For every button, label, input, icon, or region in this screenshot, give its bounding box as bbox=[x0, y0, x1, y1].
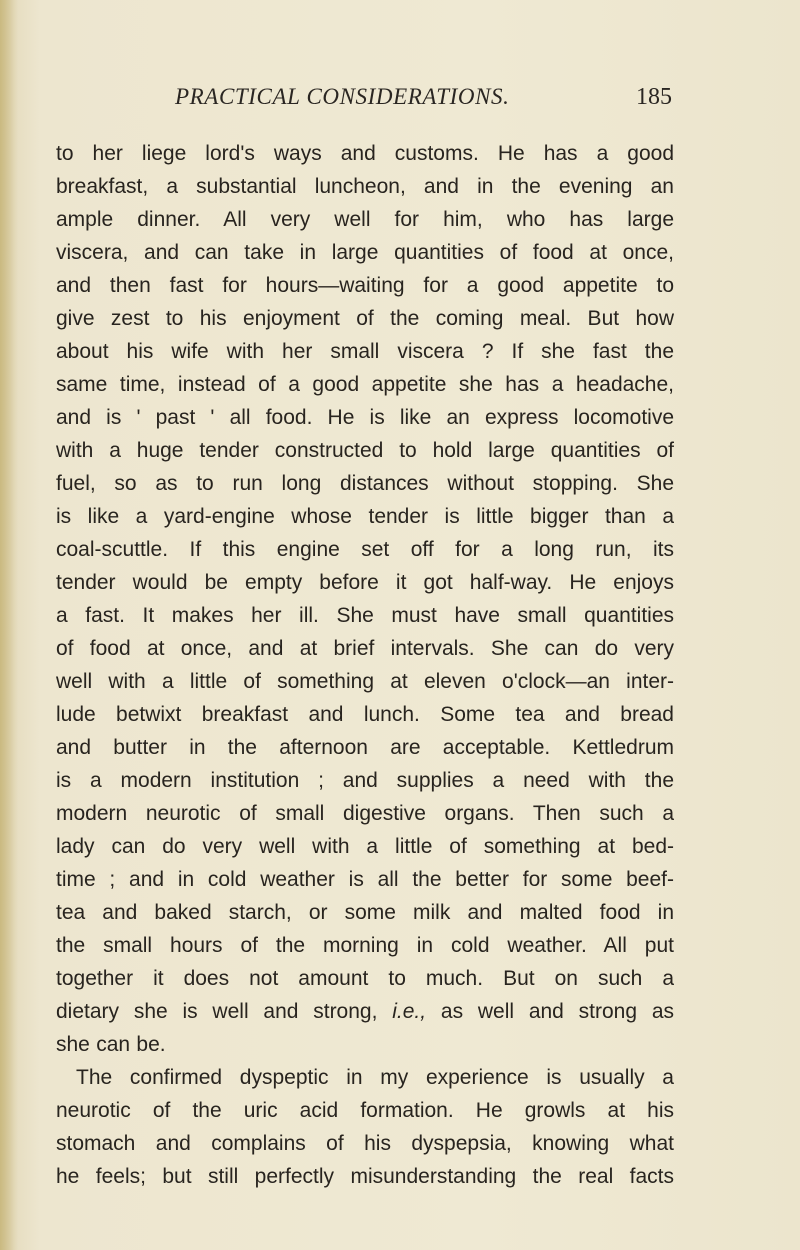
text-line: and is ' past ' all food. He is like an express locomotive bbox=[56, 406, 674, 429]
text-line: and butter in the afternoon are acceptable. Kettledrum bbox=[56, 736, 674, 759]
text-line: he feels; but still perfectly misunderstanding the real facts bbox=[56, 1165, 674, 1188]
text-line: tea and baked starch, or some milk and malted food in bbox=[56, 901, 674, 924]
text-line: coal-scuttle. If this engine set off for a long run, its bbox=[56, 538, 674, 561]
text-line: is like a yard-engine whose tender is little bigger than a bbox=[56, 505, 674, 528]
text-line: modern neurotic of small digestive organs. Then such a bbox=[56, 802, 674, 825]
text-line: well with a little of something at eleven o'clock—an inter- bbox=[56, 670, 674, 693]
page-number: 185 bbox=[636, 84, 672, 110]
text-line: together it does not amount to much. But on such a bbox=[56, 967, 674, 990]
text-line: lude betwixt breakfast and lunch. Some tea and bread bbox=[56, 703, 674, 726]
body-text bbox=[56, 137, 674, 1193]
text-line: the small hours of the morning in cold weather. All put bbox=[56, 934, 674, 957]
text-line: same time, instead of a good appetite she has a headache, bbox=[56, 373, 674, 396]
text-line: about his wife with her small viscera ? If she fast the bbox=[56, 340, 674, 363]
text-line: of food at once, and at brief intervals. She can do very bbox=[56, 637, 674, 660]
text-line: ample dinner. All very well for him, who has large bbox=[56, 208, 674, 231]
paragraph-end-line: she can be. bbox=[56, 1033, 166, 1056]
page-gutter-shadow bbox=[0, 0, 18, 1250]
running-header bbox=[60, 84, 672, 120]
text-line: give zest to his enjoyment of the coming meal. But how bbox=[56, 307, 674, 330]
text-line: with a huge tender constructed to hold large quantities of bbox=[56, 439, 674, 462]
text-line: breakfast, a substantial luncheon, and in the evening an bbox=[56, 175, 674, 198]
text-line: a fast. It makes her ill. She must have small quantities bbox=[56, 604, 674, 627]
text-line: and then fast for hours—waiting for a good appetite to bbox=[56, 274, 674, 297]
text-line: neurotic of the uric acid formation. He growls at his bbox=[56, 1099, 674, 1122]
text-line: time ; and in cold weather is all the better for some beef- bbox=[56, 868, 674, 891]
running-head-title: PRACTICAL CONSIDERATIONS. bbox=[175, 84, 510, 109]
text-line: viscera, and can take in large quantities of food at once, bbox=[56, 241, 674, 264]
text-line: dietary she is well and strong, i.e., as well and strong as bbox=[56, 1000, 674, 1023]
text-line: tender would be empty before it got half-way. He enjoys bbox=[56, 571, 674, 594]
text-line: to her liege lord's ways and customs. He has a good bbox=[56, 142, 674, 165]
paragraph-start-line: The confirmed dyspeptic in my experience is usually a bbox=[76, 1066, 674, 1089]
text-line: is a modern institution ; and supplies a need with the bbox=[56, 769, 674, 792]
text-line: fuel, so as to run long distances without stopping. She bbox=[56, 472, 674, 495]
text-line: lady can do very well with a little of something at bed- bbox=[56, 835, 674, 858]
italic-abbreviation: i.e., bbox=[392, 1000, 427, 1023]
text-line: stomach and complains of his dyspepsia, knowing what bbox=[56, 1132, 674, 1155]
